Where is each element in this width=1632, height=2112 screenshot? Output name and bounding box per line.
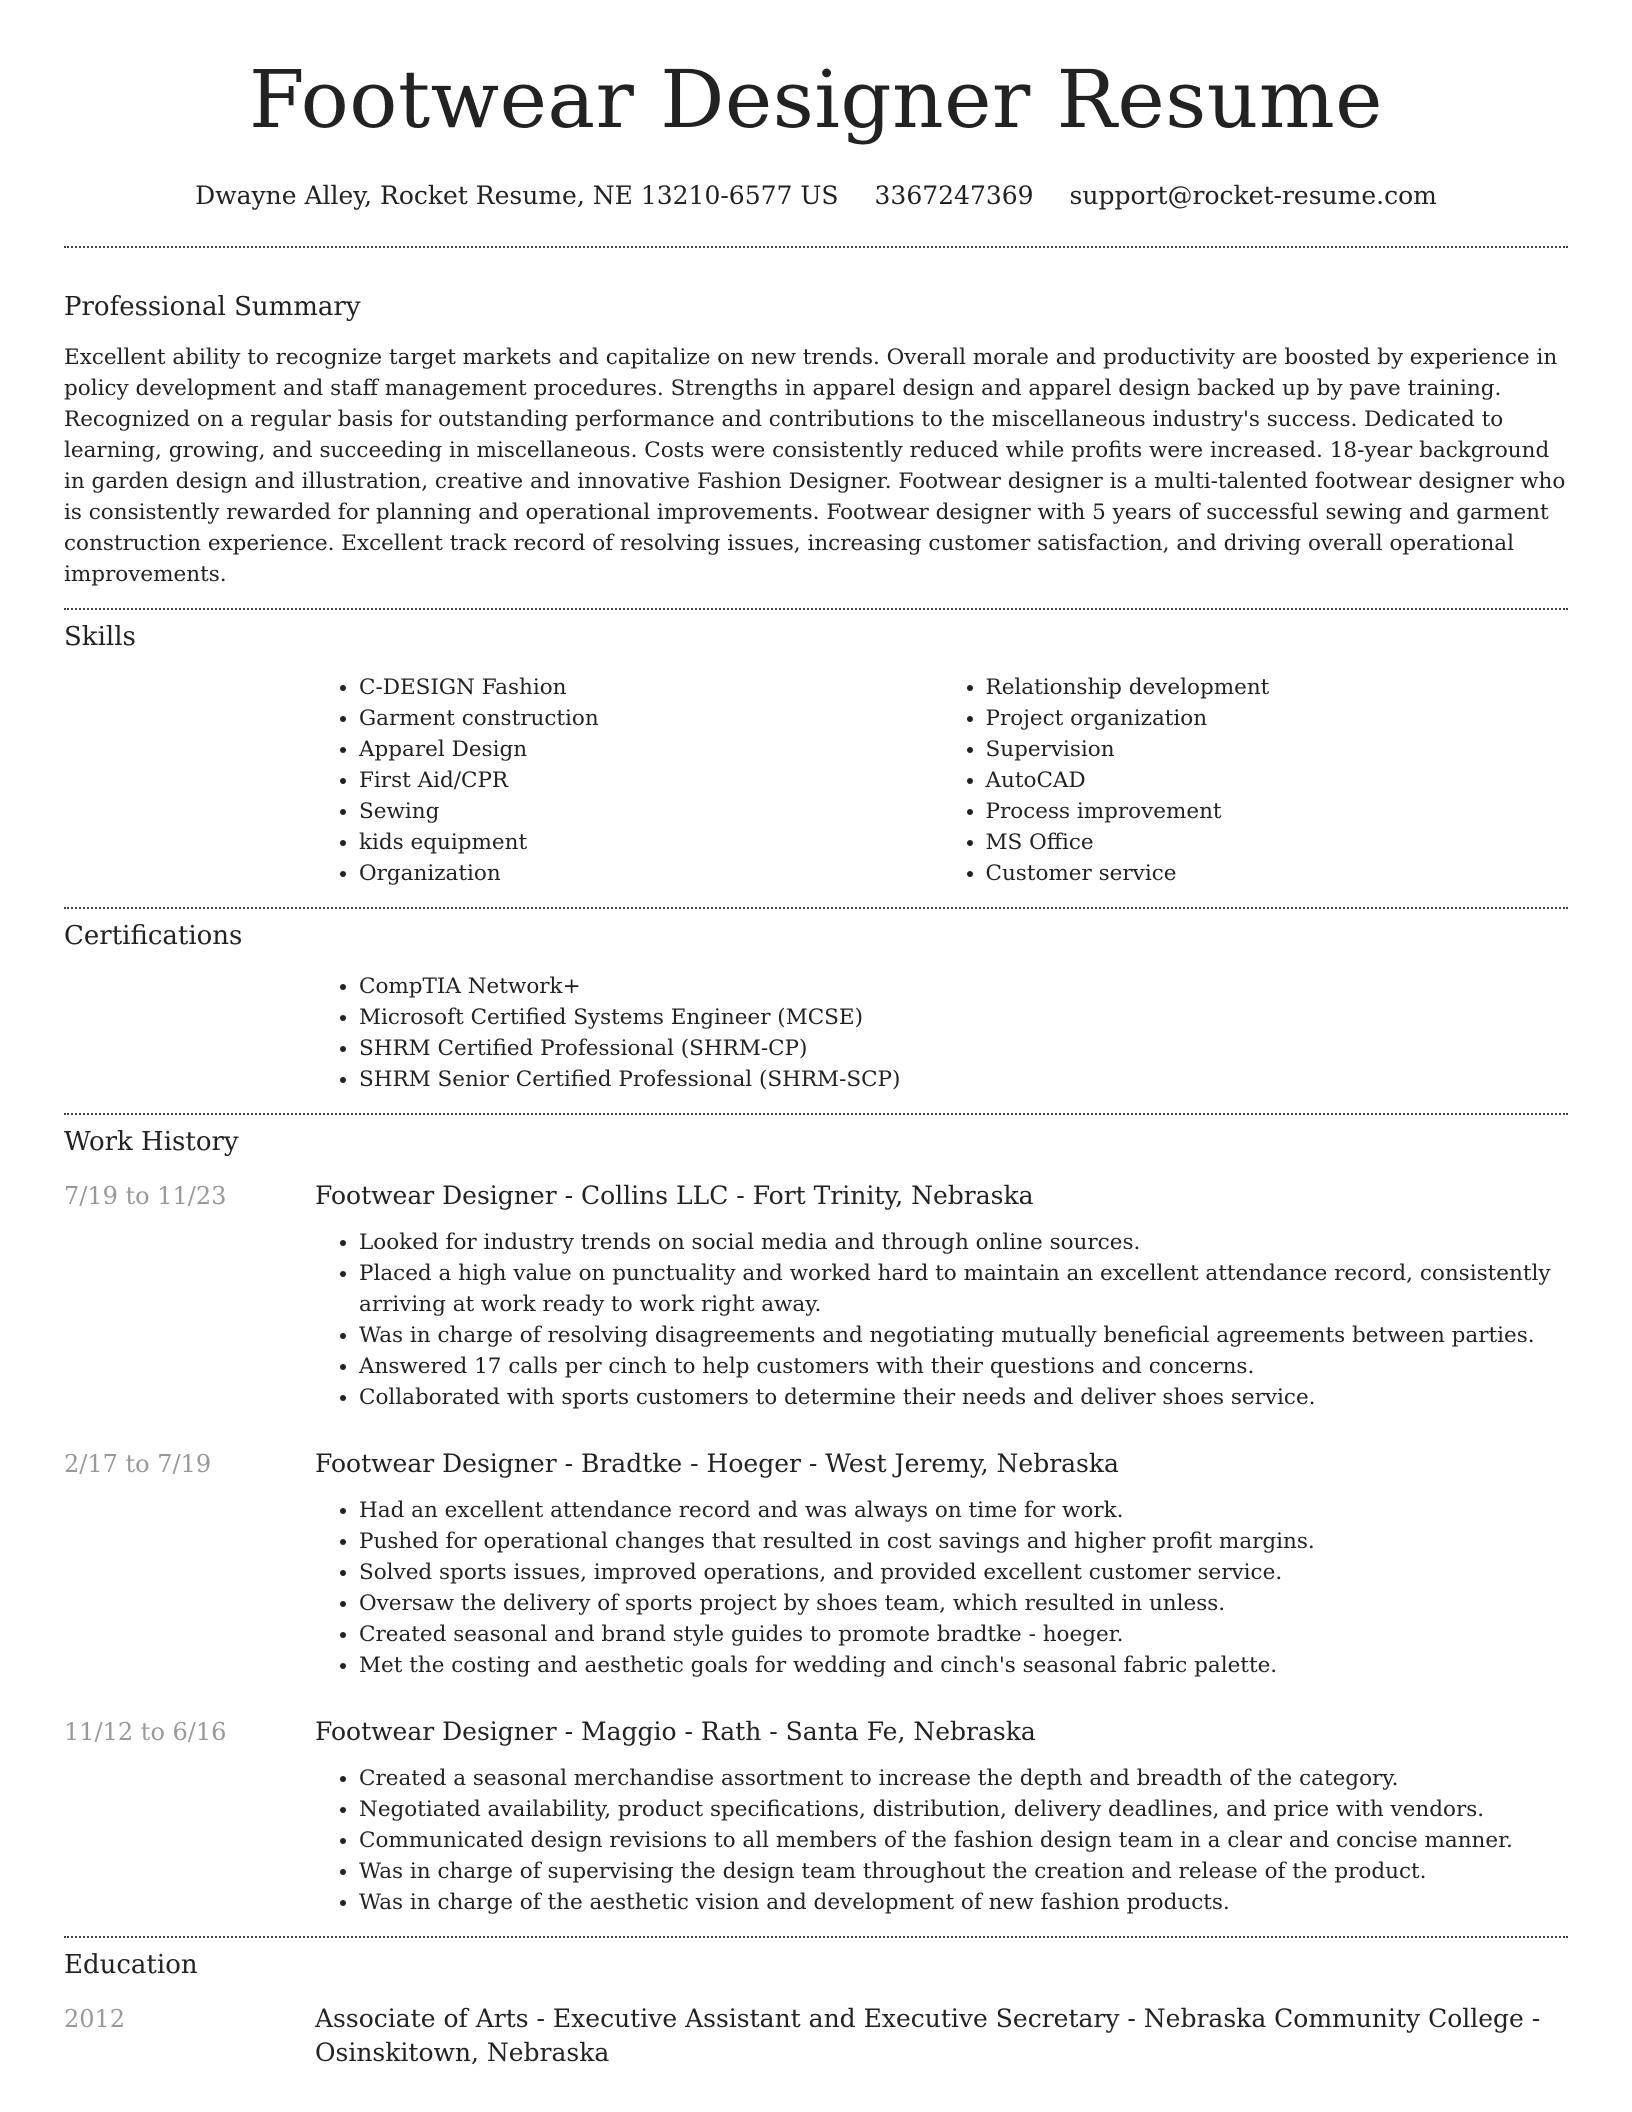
job-entry <box>64 1715 1568 1918</box>
list-item: • MS Office <box>986 827 1569 858</box>
job-title: Footwear Designer - Bradtke - Hoeger - West Jeremy, Nebraska <box>315 1449 1119 1478</box>
skills-heading: Skills <box>64 622 136 652</box>
certifications-list <box>315 971 1568 1095</box>
education-title: Associate of Arts - Executive Assistant and Executive Secretary - Nebraska Community College - Osinskitown, Nebraska <box>315 2004 1541 2067</box>
contact-line <box>64 180 1568 212</box>
skills-section <box>64 620 1568 889</box>
certifications-heading: Certifications <box>64 921 243 951</box>
list-item: • Supervision <box>986 734 1569 765</box>
skills-list-left <box>315 672 942 889</box>
list-item: • Microsoft Certified Systems Engineer (MCSE) <box>359 1002 1568 1033</box>
work-history-section <box>64 1125 1568 1918</box>
job-header <box>64 1447 1568 1481</box>
summary-section <box>64 290 1568 590</box>
list-item: • Sewing <box>359 796 942 827</box>
section-divider <box>64 1936 1568 1938</box>
job-date: 11/12 to 6/16 <box>64 1718 227 1746</box>
list-item: • CompTIA Network+ <box>359 971 1568 1002</box>
contact-email: support@rocket-resume.com <box>1069 181 1437 210</box>
list-item: • SHRM Senior Certified Professional (SHRM-SCP) <box>359 1064 1568 1095</box>
list-item: • Pushed for operational changes that resulted in cost savings and higher profit margins. <box>359 1526 1568 1557</box>
resume-title: Footwear Designer Resume <box>248 53 1384 146</box>
list-item: • Looked for industry trends on social media and through online sources. <box>359 1227 1568 1258</box>
list-item: • Was in charge of the aesthetic vision and development of new fashion products. <box>359 1887 1568 1918</box>
list-item: • Created seasonal and brand style guides to promote bradtke - hoeger. <box>359 1619 1568 1650</box>
list-item: • Collaborated with sports customers to determine their needs and deliver shoes service. <box>359 1382 1568 1413</box>
list-item: • kids equipment <box>359 827 942 858</box>
list-item: • SHRM Certified Professional (SHRM-CP) <box>359 1033 1568 1064</box>
contact-phone: 3367247369 <box>874 181 1034 210</box>
list-item: • Placed a high value on punctuality and worked hard to maintain an excellent attendance record, consistently arriving at work ready to work right away. <box>359 1258 1568 1320</box>
certifications-section <box>64 919 1568 1095</box>
list-item: • Apparel Design <box>359 734 942 765</box>
education-date: 2012 <box>64 2005 126 2033</box>
job-header <box>64 1179 1568 1213</box>
list-item: • Communicated design revisions to all members of the fashion design team in a clear and concise manner. <box>359 1825 1568 1856</box>
education-heading: Education <box>64 1950 198 1980</box>
skills-grid <box>315 672 1568 889</box>
job-bullets <box>315 1495 1568 1681</box>
job-date: 7/19 to 11/23 <box>64 1182 227 1210</box>
education-section <box>64 1948 1568 2070</box>
list-item: • Process improvement <box>986 796 1569 827</box>
list-item: • C-DESIGN Fashion <box>359 672 942 703</box>
summary-text: Excellent ability to recognize target markets and capitalize on new trends. Overall morale and productivity are boosted by experience in policy development and staff management procedures. Strengths in apparel design and apparel design backed up by pave training. Recognized on a regular basis for outstanding performance and contributions to the miscellaneous industry's success. Dedicated to learning, growing, and succeeding in miscellaneous. Costs were consistently reduced while profits were increased. 18-year background in garden design and illustration, creative and innovative Fashion Designer. Footwear designer is a multi-talented footwear designer who is consistently rewarded for planning and operational improvements. Footwear designer with 5 years of successful sewing and garment construction experience. Excellent track record of resolving issues, increasing customer satisfaction, and driving overall operational improvements. <box>64 345 1566 587</box>
summary-heading: Professional Summary <box>64 292 361 322</box>
education-entry <box>64 2002 1568 2070</box>
list-item: • Project organization <box>986 703 1569 734</box>
job-title: Footwear Designer - Maggio - Rath - Santa Fe, Nebraska <box>315 1717 1036 1746</box>
section-divider <box>64 608 1568 610</box>
list-item: • Garment construction <box>359 703 942 734</box>
list-item: • Solved sports issues, improved operations, and provided excellent customer service. <box>359 1557 1568 1588</box>
list-item: • Answered 17 calls per cinch to help customers with their questions and concerns. <box>359 1351 1568 1382</box>
list-item: • Was in charge of resolving disagreements and negotiating mutually beneficial agreements between parties. <box>359 1320 1568 1351</box>
section-divider <box>64 1113 1568 1115</box>
list-item: • First Aid/CPR <box>359 765 942 796</box>
resume-page <box>64 0 1568 2070</box>
job-bullets <box>315 1763 1568 1918</box>
list-item: • Organization <box>359 858 942 889</box>
list-item: • AutoCAD <box>986 765 1569 796</box>
section-divider <box>64 907 1568 909</box>
job-entry <box>64 1179 1568 1413</box>
job-entry <box>64 1447 1568 1681</box>
list-item: • Negotiated availability, product specifications, distribution, delivery deadlines, and price with vendors. <box>359 1794 1568 1825</box>
job-title: Footwear Designer - Collins LLC - Fort Trinity, Nebraska <box>315 1181 1034 1210</box>
section-divider <box>64 246 1568 248</box>
list-item: • Relationship development <box>986 672 1569 703</box>
list-item: • Created a seasonal merchandise assortment to increase the depth and breadth of the category. <box>359 1763 1568 1794</box>
job-header <box>64 1715 1568 1749</box>
list-item: • Had an excellent attendance record and was always on time for work. <box>359 1495 1568 1526</box>
list-item: • Was in charge of supervising the design team throughout the creation and release of the product. <box>359 1856 1568 1887</box>
skills-list-right <box>942 672 1569 889</box>
list-item: • Oversaw the delivery of sports project by shoes team, which resulted in unless. <box>359 1588 1568 1619</box>
job-date: 2/17 to 7/19 <box>64 1450 212 1478</box>
work-history-heading: Work History <box>64 1127 239 1157</box>
contact-address: Dwayne Alley, Rocket Resume, NE 13210-6577 US <box>195 181 839 210</box>
job-bullets <box>315 1227 1568 1413</box>
list-item: • Customer service <box>986 858 1569 889</box>
list-item: • Met the costing and aesthetic goals for wedding and cinch's seasonal fabric palette. <box>359 1650 1568 1681</box>
